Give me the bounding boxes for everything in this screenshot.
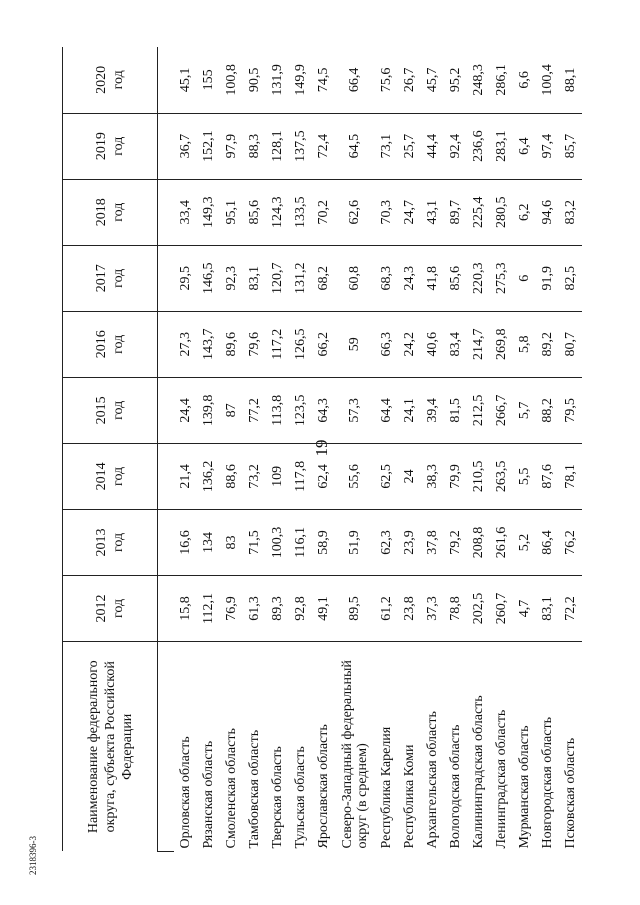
- cell-2017: 120,7: [266, 245, 289, 311]
- cell-2016: 59: [335, 311, 375, 377]
- row-name: Псковская область: [563, 737, 578, 849]
- header-year-value: 2017: [94, 264, 109, 293]
- cell-2019: 88,3: [243, 113, 266, 179]
- cell-2013: 208,8: [467, 509, 490, 575]
- table-row: [513, 47, 536, 852]
- row-name: Тверская область: [270, 746, 285, 849]
- cell-2014: 62,4: [312, 443, 335, 509]
- cell-2016: 40,6: [421, 311, 444, 377]
- header-year-value: 2015: [94, 396, 109, 425]
- table-row: [197, 47, 220, 852]
- cell-2020: 6,6: [513, 47, 536, 113]
- cell-2015: 87: [220, 377, 243, 443]
- table-row: [444, 47, 467, 852]
- row-name: Орловская область: [178, 736, 193, 849]
- cell-2012: 15,8: [174, 575, 197, 641]
- cell-2012: 260,7: [490, 575, 513, 641]
- cell-2013: 116,1: [289, 509, 312, 575]
- header-year-unit: год: [111, 268, 126, 288]
- header-name-column: Наименование федерального округа, субъекта Российской Федерации: [63, 642, 158, 852]
- cell-2014: 87,6: [536, 443, 559, 509]
- row-name: Республика Карелия: [379, 726, 394, 849]
- cell-2016: 89,2: [536, 311, 559, 377]
- cell-2015: 266,7: [490, 377, 513, 443]
- cell-2014: 263,5: [490, 443, 513, 509]
- table-body: [158, 47, 583, 852]
- header-year-value: 2018: [94, 198, 109, 227]
- header-year-2017: [63, 245, 158, 311]
- header-year-2019: [63, 113, 158, 179]
- cell-2017: 85,6: [444, 245, 467, 311]
- cell-2020: 45,1: [174, 47, 197, 113]
- cell-2015: 139,8: [197, 377, 220, 443]
- table-row: [266, 47, 289, 852]
- cell-2013: 261,6: [490, 509, 513, 575]
- cell-2016: 89,6: [220, 311, 243, 377]
- header-year-value: 2014: [94, 462, 109, 491]
- header-year-2014: [63, 443, 158, 509]
- cell-2016: 117,2: [266, 311, 289, 377]
- cell-2013: 5,2: [513, 509, 536, 575]
- header-year-unit: год: [111, 70, 126, 90]
- cell-2020: 88,1: [559, 47, 582, 113]
- cell-2012: 49,1: [312, 575, 335, 641]
- row-name: Республика Коми: [402, 744, 417, 849]
- table-row: [375, 47, 398, 852]
- cell-2019: 6,4: [513, 113, 536, 179]
- cell-2017: 24,3: [398, 245, 421, 311]
- header-year-2018: [63, 179, 158, 245]
- row-name: Ленинградская область: [494, 709, 509, 849]
- table-row: [490, 47, 513, 852]
- cell-2014: 24: [398, 443, 421, 509]
- cell-2013: 100,3: [266, 509, 289, 575]
- cell-2018: 85,6: [243, 179, 266, 245]
- header-year-unit: год: [111, 598, 126, 619]
- cell-2013: 86,4: [536, 509, 559, 575]
- cell-2020: 75,6: [375, 47, 398, 113]
- table-row: [289, 47, 312, 852]
- cell-2013: 58,9: [312, 509, 335, 575]
- cell-2014: 79,9: [444, 443, 467, 509]
- cell-2017: 82,5: [559, 245, 582, 311]
- table-row: [312, 47, 335, 852]
- cell-2017: 91,9: [536, 245, 559, 311]
- cell-2014: 5,5: [513, 443, 536, 509]
- cell-2019: 64,5: [335, 113, 375, 179]
- cell-2013: 23,9: [398, 509, 421, 575]
- cell-2020: 100,8: [220, 47, 243, 113]
- cell-2014: 210,5: [467, 443, 490, 509]
- cell-2013: 16,6: [174, 509, 197, 575]
- cell-2019: 36,7: [174, 113, 197, 179]
- cell-2013: 76,2: [559, 509, 582, 575]
- cell-2014: 55,6: [335, 443, 375, 509]
- cell-2015: 5,7: [513, 377, 536, 443]
- cell-2015: 113,8: [266, 377, 289, 443]
- cell-2015: 81,5: [444, 377, 467, 443]
- header-year-value: 2012: [94, 594, 109, 623]
- table-row: [398, 47, 421, 852]
- cell-2015: 88,2: [536, 377, 559, 443]
- cell-2016: 269,8: [490, 311, 513, 377]
- cell-2018: 95,1: [220, 179, 243, 245]
- cell-2020: 131,9: [266, 47, 289, 113]
- header-year-value: 2013: [94, 528, 109, 557]
- table-row: [467, 47, 490, 852]
- row-name: Ярославская область: [316, 724, 331, 849]
- cell-2014: 109: [266, 443, 289, 509]
- cell-2013: 83: [220, 509, 243, 575]
- cell-2012: 37,3: [421, 575, 444, 641]
- cell-2019: 137,5: [289, 113, 312, 179]
- cell-2018: 94,6: [536, 179, 559, 245]
- cell-2017: 131,2: [289, 245, 312, 311]
- cell-2017: 6: [513, 245, 536, 311]
- table-row: [421, 47, 444, 852]
- cell-2014: 136,2: [197, 443, 220, 509]
- header-year-value: 2020: [94, 65, 109, 94]
- cell-2015: 24,1: [398, 377, 421, 443]
- cell-2017: 29,5: [174, 245, 197, 311]
- cell-2016: 66,2: [312, 311, 335, 377]
- cell-2018: 43,1: [421, 179, 444, 245]
- cell-2015: 123,5: [289, 377, 312, 443]
- cell-2019: 92,4: [444, 113, 467, 179]
- cell-2018: 6,2: [513, 179, 536, 245]
- cell-2020: 66,4: [335, 47, 375, 113]
- cell-2013: 71,5: [243, 509, 266, 575]
- row-name: Тамбовская область: [247, 729, 262, 849]
- cell-2012: 61,3: [243, 575, 266, 641]
- table-row: [220, 47, 243, 852]
- row-name: Тульская область: [293, 746, 308, 849]
- cell-2020: 45,7: [421, 47, 444, 113]
- cell-2015: 64,4: [375, 377, 398, 443]
- cell-2016: 24,2: [398, 311, 421, 377]
- cell-2019: 73,1: [375, 113, 398, 179]
- cell-2012: 83,1: [536, 575, 559, 641]
- row-name: Архангельская область: [425, 711, 440, 849]
- header-year-unit: год: [111, 466, 126, 486]
- cell-2014: 21,4: [174, 443, 197, 509]
- row-name: Новгородская область: [540, 717, 555, 849]
- cell-2017: 41,8: [421, 245, 444, 311]
- cell-2016: 66,3: [375, 311, 398, 377]
- cell-2013: 79,2: [444, 509, 467, 575]
- cell-2012: 112,1: [197, 575, 220, 641]
- cell-2017: 68,2: [312, 245, 335, 311]
- row-name: Калининградская область: [471, 695, 486, 849]
- row-name: Северо-Западный федеральный округ (в среднем): [340, 660, 370, 849]
- table-row: [335, 47, 375, 852]
- cell-2018: 70,2: [312, 179, 335, 245]
- cell-2020: 286,1: [490, 47, 513, 113]
- header-year-unit: год: [111, 136, 126, 156]
- cell-2019: 152,1: [197, 113, 220, 179]
- cell-2012: 78,8: [444, 575, 467, 641]
- table-row: [174, 47, 197, 852]
- cell-2019: 44,4: [421, 113, 444, 179]
- cell-2020: 155: [197, 47, 220, 113]
- cell-2015: 24,4: [174, 377, 197, 443]
- table-spacer-row: [158, 47, 175, 852]
- cell-2012: 92,8: [289, 575, 312, 641]
- table-row: [243, 47, 266, 852]
- cell-2014: 38,3: [421, 443, 444, 509]
- cell-2020: 149,9: [289, 47, 312, 113]
- cell-2014: 78,1: [559, 443, 582, 509]
- cell-2018: 133,5: [289, 179, 312, 245]
- cell-2015: 212,5: [467, 377, 490, 443]
- cell-2012: 4,7: [513, 575, 536, 641]
- cell-2013: 51,9: [335, 509, 375, 575]
- row-name: Вологодская область: [448, 724, 463, 849]
- header-year-unit: год: [111, 334, 126, 354]
- header-year-unit: год: [111, 400, 126, 420]
- header-year-2015: [63, 377, 158, 443]
- cell-2016: 79,6: [243, 311, 266, 377]
- row-name: Рязанская область: [201, 740, 216, 849]
- cell-2017: 92,3: [220, 245, 243, 311]
- cell-2019: 97,9: [220, 113, 243, 179]
- header-year-2016: [63, 311, 158, 377]
- table-row: [559, 47, 582, 852]
- cell-2016: 214,7: [467, 311, 490, 377]
- cell-2015: 79,5: [559, 377, 582, 443]
- cell-2020: 95,2: [444, 47, 467, 113]
- row-name: Мурманская область: [517, 725, 532, 849]
- cell-2019: 97,4: [536, 113, 559, 179]
- cell-2012: 72,2: [559, 575, 582, 641]
- header-year-2013: [63, 509, 158, 575]
- cell-2014: 73,2: [243, 443, 266, 509]
- cell-2018: 280,5: [490, 179, 513, 245]
- cell-2012: 61,2: [375, 575, 398, 641]
- cell-2019: 85,7: [559, 113, 582, 179]
- table-row: [536, 47, 559, 852]
- data-table: [62, 47, 582, 852]
- cell-2016: 27,3: [174, 311, 197, 377]
- cell-2016: 126,5: [289, 311, 312, 377]
- cell-2017: 60,8: [335, 245, 375, 311]
- cell-2013: 134: [197, 509, 220, 575]
- cell-2018: 124,3: [266, 179, 289, 245]
- cell-2016: 83,4: [444, 311, 467, 377]
- header-year-2012: [63, 575, 158, 641]
- rotated-table-container: [62, 47, 578, 852]
- cell-2018: 149,3: [197, 179, 220, 245]
- cell-2017: 146,5: [197, 245, 220, 311]
- cell-2012: 89,5: [335, 575, 375, 641]
- table-header-row: [63, 47, 158, 852]
- cell-2020: 90,5: [243, 47, 266, 113]
- cell-2019: 72,4: [312, 113, 335, 179]
- cell-2018: 62,6: [335, 179, 375, 245]
- cell-2012: 202,5: [467, 575, 490, 641]
- cell-2017: 68,3: [375, 245, 398, 311]
- cell-2019: 25,7: [398, 113, 421, 179]
- cell-2014: 88,6: [220, 443, 243, 509]
- cell-2016: 5,8: [513, 311, 536, 377]
- cell-2013: 37,8: [421, 509, 444, 575]
- cell-2018: 33,4: [174, 179, 197, 245]
- cell-2018: 24,7: [398, 179, 421, 245]
- cell-2015: 64,3: [312, 377, 335, 443]
- cell-2013: 62,3: [375, 509, 398, 575]
- page-number-text: 19: [312, 439, 331, 457]
- cell-2020: 100,4: [536, 47, 559, 113]
- header-year-unit: год: [111, 202, 126, 222]
- cell-2012: 89,3: [266, 575, 289, 641]
- cell-2017: 220,3: [467, 245, 490, 311]
- cell-2015: 77,2: [243, 377, 266, 443]
- cell-2014: 62,5: [375, 443, 398, 509]
- cell-2017: 275,3: [490, 245, 513, 311]
- cell-2012: 23,8: [398, 575, 421, 641]
- header-year-value: 2019: [94, 132, 109, 161]
- cell-2018: 70,3: [375, 179, 398, 245]
- cell-2015: 57,3: [335, 377, 375, 443]
- cell-2020: 26,7: [398, 47, 421, 113]
- cell-2017: 83,1: [243, 245, 266, 311]
- header-year-unit: год: [111, 532, 126, 552]
- header-year-value: 2016: [94, 330, 109, 359]
- cell-2019: 283,1: [490, 113, 513, 179]
- cell-2014: 117,8: [289, 443, 312, 509]
- document-code-text: 2318396-3: [28, 836, 38, 875]
- header-year-2020: [63, 47, 158, 113]
- cell-2020: 248,3: [467, 47, 490, 113]
- cell-2015: 39,4: [421, 377, 444, 443]
- row-name: Смоленская область: [224, 728, 239, 849]
- cell-2016: 143,7: [197, 311, 220, 377]
- cell-2019: 236,6: [467, 113, 490, 179]
- cell-2018: 83,2: [559, 179, 582, 245]
- cell-2012: 76,9: [220, 575, 243, 641]
- cell-2020: 74,5: [312, 47, 335, 113]
- cell-2019: 128,1: [266, 113, 289, 179]
- cell-2016: 80,7: [559, 311, 582, 377]
- cell-2018: 225,4: [467, 179, 490, 245]
- cell-2018: 89,7: [444, 179, 467, 245]
